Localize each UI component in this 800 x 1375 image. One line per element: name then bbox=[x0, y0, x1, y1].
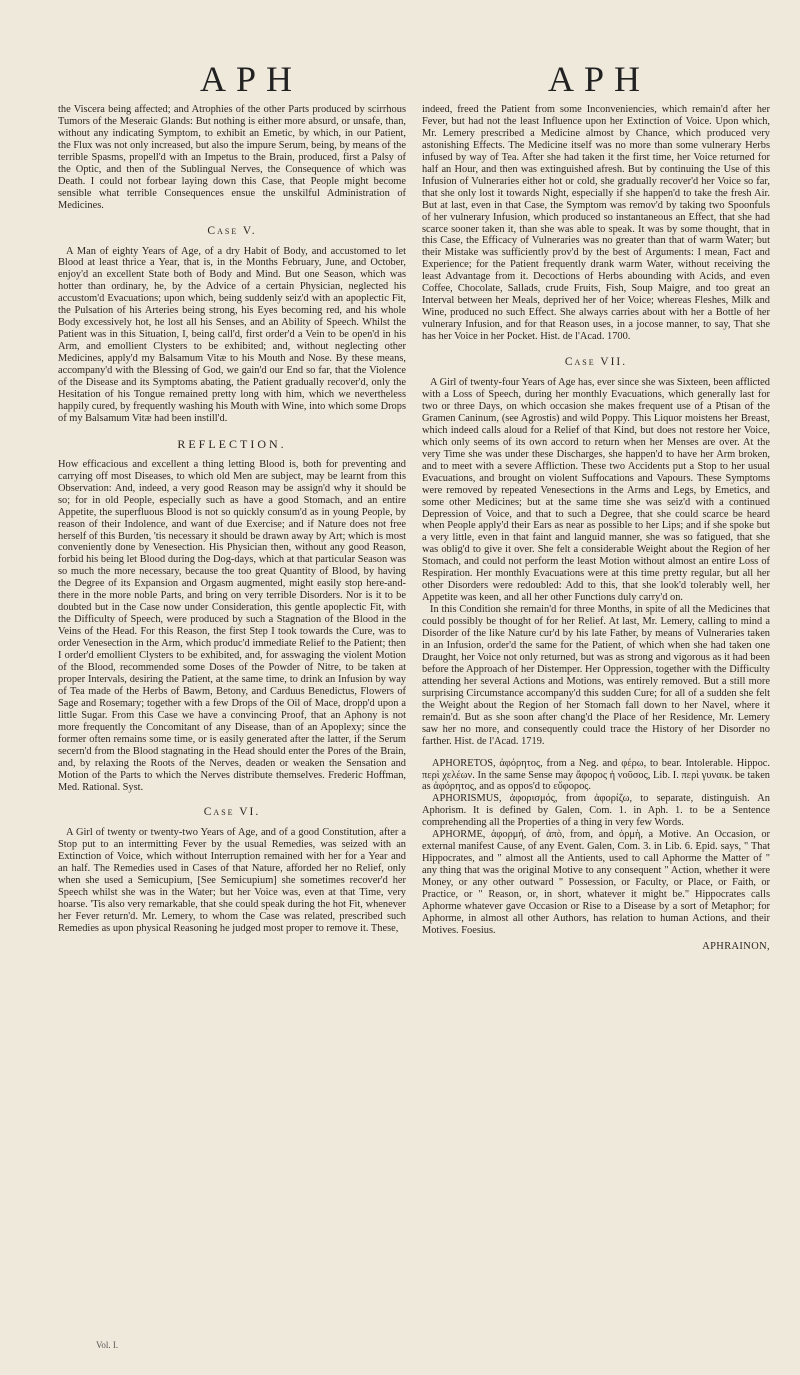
case-v-text: A Man of eighty Years of Age, of a dry Habit of Body, and accustomed to let Blood at least thrice a Year, that is, in the Months February, June, and October, enjoy'd an excellent State both of Body and Mind. But one Season, which was hotter than ordinary, he, by the Advice of a certain Physician, neglected his accustom'd Evacuations; upon which, being suddenly seiz'd with an apoplectic Fit, the Pulsation of his Arteries being strong, his Eyes becoming red, and his whole Body excessively hot, he lost all his Senses, and an Ability of Speech. Whilst the Patient was in this Situation, I, being call'd, first order'd a Vein to be open'd in his Arm, and emollient Clysters to be exhibited; and, without neglecting other Medicines, apply'd my Balsamum Vitæ to his Mouth and Nose. By these means, accompany'd with the Blessing of God, we gain'd our End so far, that the Violence of the Disease and its Symptoms abating, the Patient gradually recover'd, only the Hesitation of his Tongue remained pretty long with him, which we nevertheless happily cured, by frequently washing his Mouth with Wine, into which some Drops of my Balsamum Vitæ had been instill'd. bbox=[58, 245, 406, 424]
entry-aphorme: APHORME, ἀφορμή, of ἀπὸ, from, and ὁρμὴ, a Motive. An Occasion, or external manifest Cause, of any Event. Galen, Com. 3. in Lib. 6. Epid. says, " That Hippocrates, and " almost all the Antients, used to call Aphorme the Matter of " any thing that was the original Motive to any consequent " Action, whether it were Money, or any other outward " Possession, or Faculty, or Place, or Faith, or Practice, or " Reason, or, in short, whatever it might be." Hippocrates calls Aphorme whatever gave Occasion or Rise to a Disease by a sort of Metaphor; for Aphorme, in almost all other Authors, has relation to human Actions, and their Motives. Foesius. bbox=[422, 829, 770, 936]
running-header bbox=[0, 58, 800, 100]
entry-aphorismus: APHORISMUS, ἀφορισμός, from ἀφορίζω, to separate, distinguish. An Aphorism. It is defined by Galen, Com. 1. in Aph. 1. to be a Sentence comprehending all the Properties of a thing in very few Words. bbox=[422, 793, 770, 829]
intro-paragraph: the Viscera being affected; and Atrophies of the other Parts produced by scirrhous Tumors of the Meseraic Glands: But nothing is either more absurd, or unsafe, than, without any indicating Symptom, to exhibit an Emetic, by which, in our Patient, the Flux was not only increased, but also the impure Serum, being, by means of the terrible Spasms, propell'd with an Impetus to the Brain, produced, first a Palsy of the Optic, and then of the Sublingual Nerves, the Consequence of which was Death. I could not forbear laying down this Case, that People might become sensible what terrible Consequences ensue the unskilful Administration of Medicines. bbox=[58, 104, 406, 211]
header-right: APH bbox=[548, 59, 651, 99]
case-vii-text-b: In this Condition she remain'd for three Months, in spite of all the Medicines that could possibly be thought of for her Relief. At last, Mr. Lemery, calling to mind a Disorder of the like Nature cur'd by his late Father, by means of Vulneraries taken in an Infusion, order'd the same for the Patient, of which when she had taken one Draught, her Voice not only returned, but was as strong and vigorous as it had been before the Approach of her Distemper. Her Oppression, together with the Difficulty attending her several Actions and Motions, was entirely removed. But a still more surprising Circumstance accompany'd this sudden Cure; for all of a sudden she felt the Weight about the Region of her Stomach fall down to her Navel, where it remain'd. But as she soon after chang'd the Place of her Residence, Mr. Lemery saw her no more, and consequently could trace the History of her Disorder no farther. Hist. de l'Acad. 1719. bbox=[422, 604, 770, 747]
case-vii-text-a: A Girl of twenty-four Years of Age has, ever since she was Sixteen, been afflicted with a Loss of Speech, during her monthly Evacuations, which generally last for two or three Days, on which occasion she makes frequent use of a Ptisan of the Gramen Caninum, (see Agrostis) and wild Poppy. This Liquor moistens her Breast, which indeed calls aloud for a Relief of that Kind, but does not restore her Voice, which only seems of its own accord to return when her Menses are over. At the very Time she was under these Discharges, she happen'd to have her Arm broken, and to meet with a severe Affliction. These two Accidents put a Stop to her usual Evacuations, and brought on violent Suffocations and Vapours. These Symptoms were removed by repeated Venesections in the Arms and Legs, by Emetics, and some other Medicines; but at the same time she was seiz'd with a continued Depression of Voice, and that to such a Degree, that she could scarce be heard when People apply'd their Ears as near as possible to her Lips; and if she spoke but a very little, even in that faint and languid manner, she was so fatigued, that she was oblig'd to give it over. She felt a considerable Weight about the Region of her Stomach, and could not perform the least Motion without almost an entire Loss of Respiration. Her monthly Evacuations were at this time pretty regular, but all her other Disorders were redoubled: Add to this, that she look'd tolerably well, her Appetite was keen, and all her other Functions duly carry'd on. bbox=[422, 377, 770, 604]
text-columns bbox=[58, 104, 770, 953]
catchword: APHRAINON, bbox=[702, 940, 770, 952]
left-column bbox=[58, 104, 406, 953]
case-vi-text: A Girl of twenty or twenty-two Years of Age, and of a good Constitution, after a Stop put to an intermitting Fever by the usual Remedies, was seized with an Extinction of Voice, which without Interruption remained with her for a Year and an half. The Remedies used in Cases of that Nature, afforded her no Relief, only when she used a Semicupium, [See Semicupium] she sometimes recover'd her Speech whilst she was in the Water; but her Voice was, even at that Time, very hoarse. 'Tis also very remarkable, that she could speak during the hot Fit, whenever her Fever return'd. Mr. Lemery, to whom the Case was related, prescribed such Remedies as upon physical Reasoning he judged most proper to remove it. These, bbox=[58, 827, 406, 935]
case-v-heading: Case V. bbox=[207, 224, 257, 237]
signature-mark: Vol. I. bbox=[96, 1340, 119, 1350]
case-vii-heading: Case VII. bbox=[564, 356, 628, 369]
reflection-heading: REFLECTION. bbox=[177, 436, 287, 451]
case-vi-heading: Case VI. bbox=[203, 806, 261, 819]
right-column bbox=[422, 104, 770, 953]
continued-paragraph: indeed, freed the Patient from some Inconveniencies, which remain'd after her Fever, but had not the least Influence upon her Extinction of Voice. Upon which, Mr. Lemery prescribed a Medicine almost by Chance, which produced very astonishing Effects. The Medicine itself was no more than some vulnerary Herbs infused by way of Tea. After she had taken it the first time, her Voice returned for half an Hour, and then was extinguished afresh. But by continuing the Use of this Infusion of Vulneraries either hot or cold, she gradually recover'd her Voice so far, that she only lost it towards Night, especially if she happen'd to take the fresh Air. But at last, even in that Case, the Symptom was remov'd by taking two Spoonfuls of her vulnerary Infusion, which produced so instantaneous an Effect, that she had scarce sooner taken it, than she was able to speak. It was by some thought, that in this Case, the Efficacy of Vulneraries was no greater than that of warm Water; but their Mistake was sufficiently prov'd by the best of Arguments: I mean, Fact and Experience; for the Patient frequently drank warm Water, without receiving the least Advantage from it. Decoctions of Herbs abounding with Acids, and even Coffee, Chocolate, Sallads, crude Fruits, Fish, Soup Maigre, and too great an Interval between her Meals, deprived her of her Voice; whereas Fleshes, Milk and Wine, produced no such Effect. She always carries about with her a Bottle of her vulnerary Infusion, and for that Reason uses, in a jocose manner, to say, That she has her Voice in her Pocket. Hist. de l'Acad. 1700. bbox=[422, 104, 770, 343]
header-left: APH bbox=[200, 59, 303, 99]
entry-aphoretos: APHORETOS, ἀφόρητος, from a Neg. and φέρω, to bear. Intolerable. Hippoc. περὶ χελέων. In the same Sense may ἄφορος ἡ νοῦσος, Lib. I. περὶ γυναικ. be taken as ἀφόρητος, and as oppos'd to εὔφορος. bbox=[422, 757, 770, 793]
dictionary-entries bbox=[422, 758, 770, 937]
reflection-text: How efficacious and excellent a thing letting Blood is, both for preventing and carrying off most Diseases, to which old Men are subject, may be learnt from this Observation: And, indeed, a very good Reason may be assign'd why it should be so; for in old People, especially such as have a good Stomach, and an entire Appetite, the superfluous Blood is not so quickly consum'd as in young People, by reason of their Indolence, and want of due Exercise; and if Nature does not free herself of this Burden, 'tis necessary it should be drawn away by Art; which is most conveniently done by Venesection. His Physician then, without any good Reason, forbid his being let Blood during the Dog-days, which at that particular Season was so much the more necessary, because the too great Quantity of Blood, by having the Degree of its Expansion and Orgasm augmented, might easily stop here-and-there in the more noble Parts, and bring on very terrible Disorders. Nor is it to be doubted but in the Case now under Consideration, this gentle apoplectic Fit, with the Difficulty of Speech, were produced by such a Stagnation of the Blood in the Veins of the Head. For this Reason, the first Step I took towards the Cure, was to order Venesection in the Arm, which produc'd immediate Relief to the Patient; then I order'd emollient Clysters to be exhibited, and, for asswaging the violent Motion of the Blood, recommended some Doses of the Powder of Nitre, to be taken at proper Intervals, desiring the Patient, at the same time, to drink an Infusion by way of Tea made of the Herbs of Bawm, Betony, and Carduus Benedictus, Flowers of Sage and Rosemary; together with a few Drops of the Oil of Mace, dropp'd upon a little Sugar. From this Case we have a convincing Proof, that an Aphony is not more frequently the Concomitant of any Disease, than of an Apoplexy; since the former often remains some time, or is easily generated after the latter, if the Serum secern'd from the Blood stagnating in the Head should enter the Pores of the Brain, and, by relaxing the Roots of the Nerves, deaden or weaken the Sensation and Motion of the Parts to which the Nerves distribute themselves. Frederic Hoffman, Med. Rational. Syst. bbox=[58, 458, 406, 793]
